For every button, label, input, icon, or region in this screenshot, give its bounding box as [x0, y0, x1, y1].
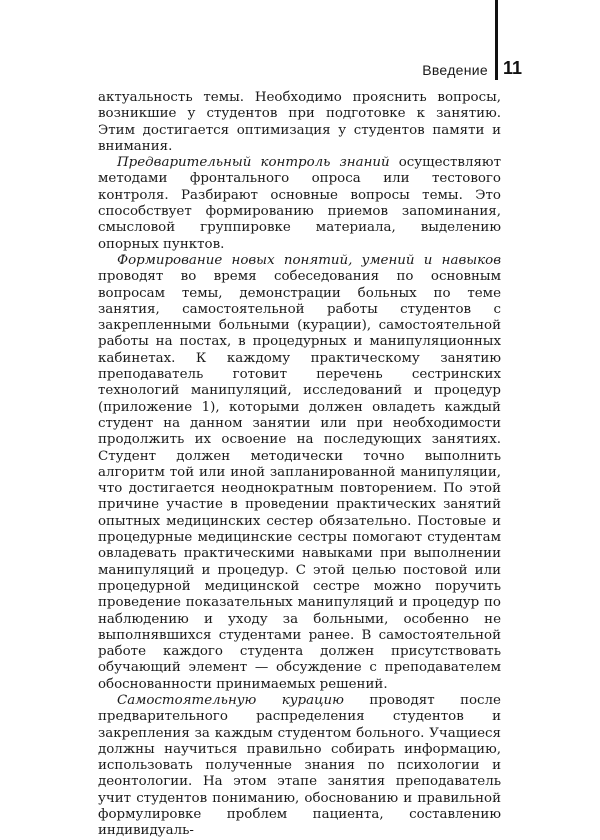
paragraph-lead-italic: Самостоятельную курацию: [117, 692, 344, 708]
running-section-title: Введение: [422, 62, 488, 78]
paragraph: [98, 693, 501, 840]
paragraph-text: проводят после предварительного распределения студентов и закрепления за каждым студентом больного. Учащиеся должны научиться правильно собирать информацию, использовать полученные знания по психологии и деонтологии. На этом этапе занятия преподаватель учит студентов пониманию, обоснованию и правильной формулировке проблем пациента, составлению индивидуаль-: [98, 692, 501, 839]
paragraph: [98, 253, 501, 693]
paragraph-text: актуальность темы. Необходимо прояснить вопросы, возникшие у студентов при подготовке к занятию. Этим достигается оптимизация у студентов памяти и внимания.: [98, 90, 501, 154]
header-vertical-rule: [495, 0, 498, 80]
paragraph-text: проводят во время собеседования по основным вопросам темы, демонстрации больных по теме занятия, самостоятельной работы студентов с закрепленными больными (курации), самостоятельной работы на постах, в процедурных и манипуляционных кабинетах. К каждому практическому занятию преподаватель готовит перечень сестринских технологий манипуляций, исследований и процедур (приложение 1), которыми должен овладеть каждый студент на данном занятии или при необходимости продолжить их освоение на последующих занятиях. Студент должен методически точно выполнить алгоритм той или иной запланированной манипуляции, что достигается неоднократным повторением. По этой причине участие в проведении практических занятий опытных медицинских сестер обязательно. Постовые и процедурные медицинские сестры помогают студентам овладевать практическими навыками при выполнении манипуляций и процедур. С этой целью постовой или процедурной медицинской сестре можно поручить проведение показательных манипуляций и процедур по наблюдению и уходу за больными, особенно не выполнявшихся студентами ранее. В самостоятельной работе каждого студента должен присутствовать обучающий элемент — обсуждение с преподавателем обоснованности принимаемых решений.: [98, 269, 501, 692]
body-text: [98, 90, 501, 840]
page-number: 11: [503, 58, 523, 78]
paragraph: [98, 155, 501, 253]
paragraph: [98, 90, 501, 155]
paragraph-lead-italic: Предварительный контроль знаний: [117, 155, 390, 171]
paragraph-text: осуществляют методами фронтального опроса или тестового контроля. Разбирают основные вопросы темы. Это способствует формированию приемов запоминания, смысловой группировке материала, выделению опорных пунктов.: [98, 155, 501, 252]
page-header: [0, 0, 600, 90]
paragraph-lead-italic: Формирование новых понятий, умений и навыков: [117, 252, 501, 268]
